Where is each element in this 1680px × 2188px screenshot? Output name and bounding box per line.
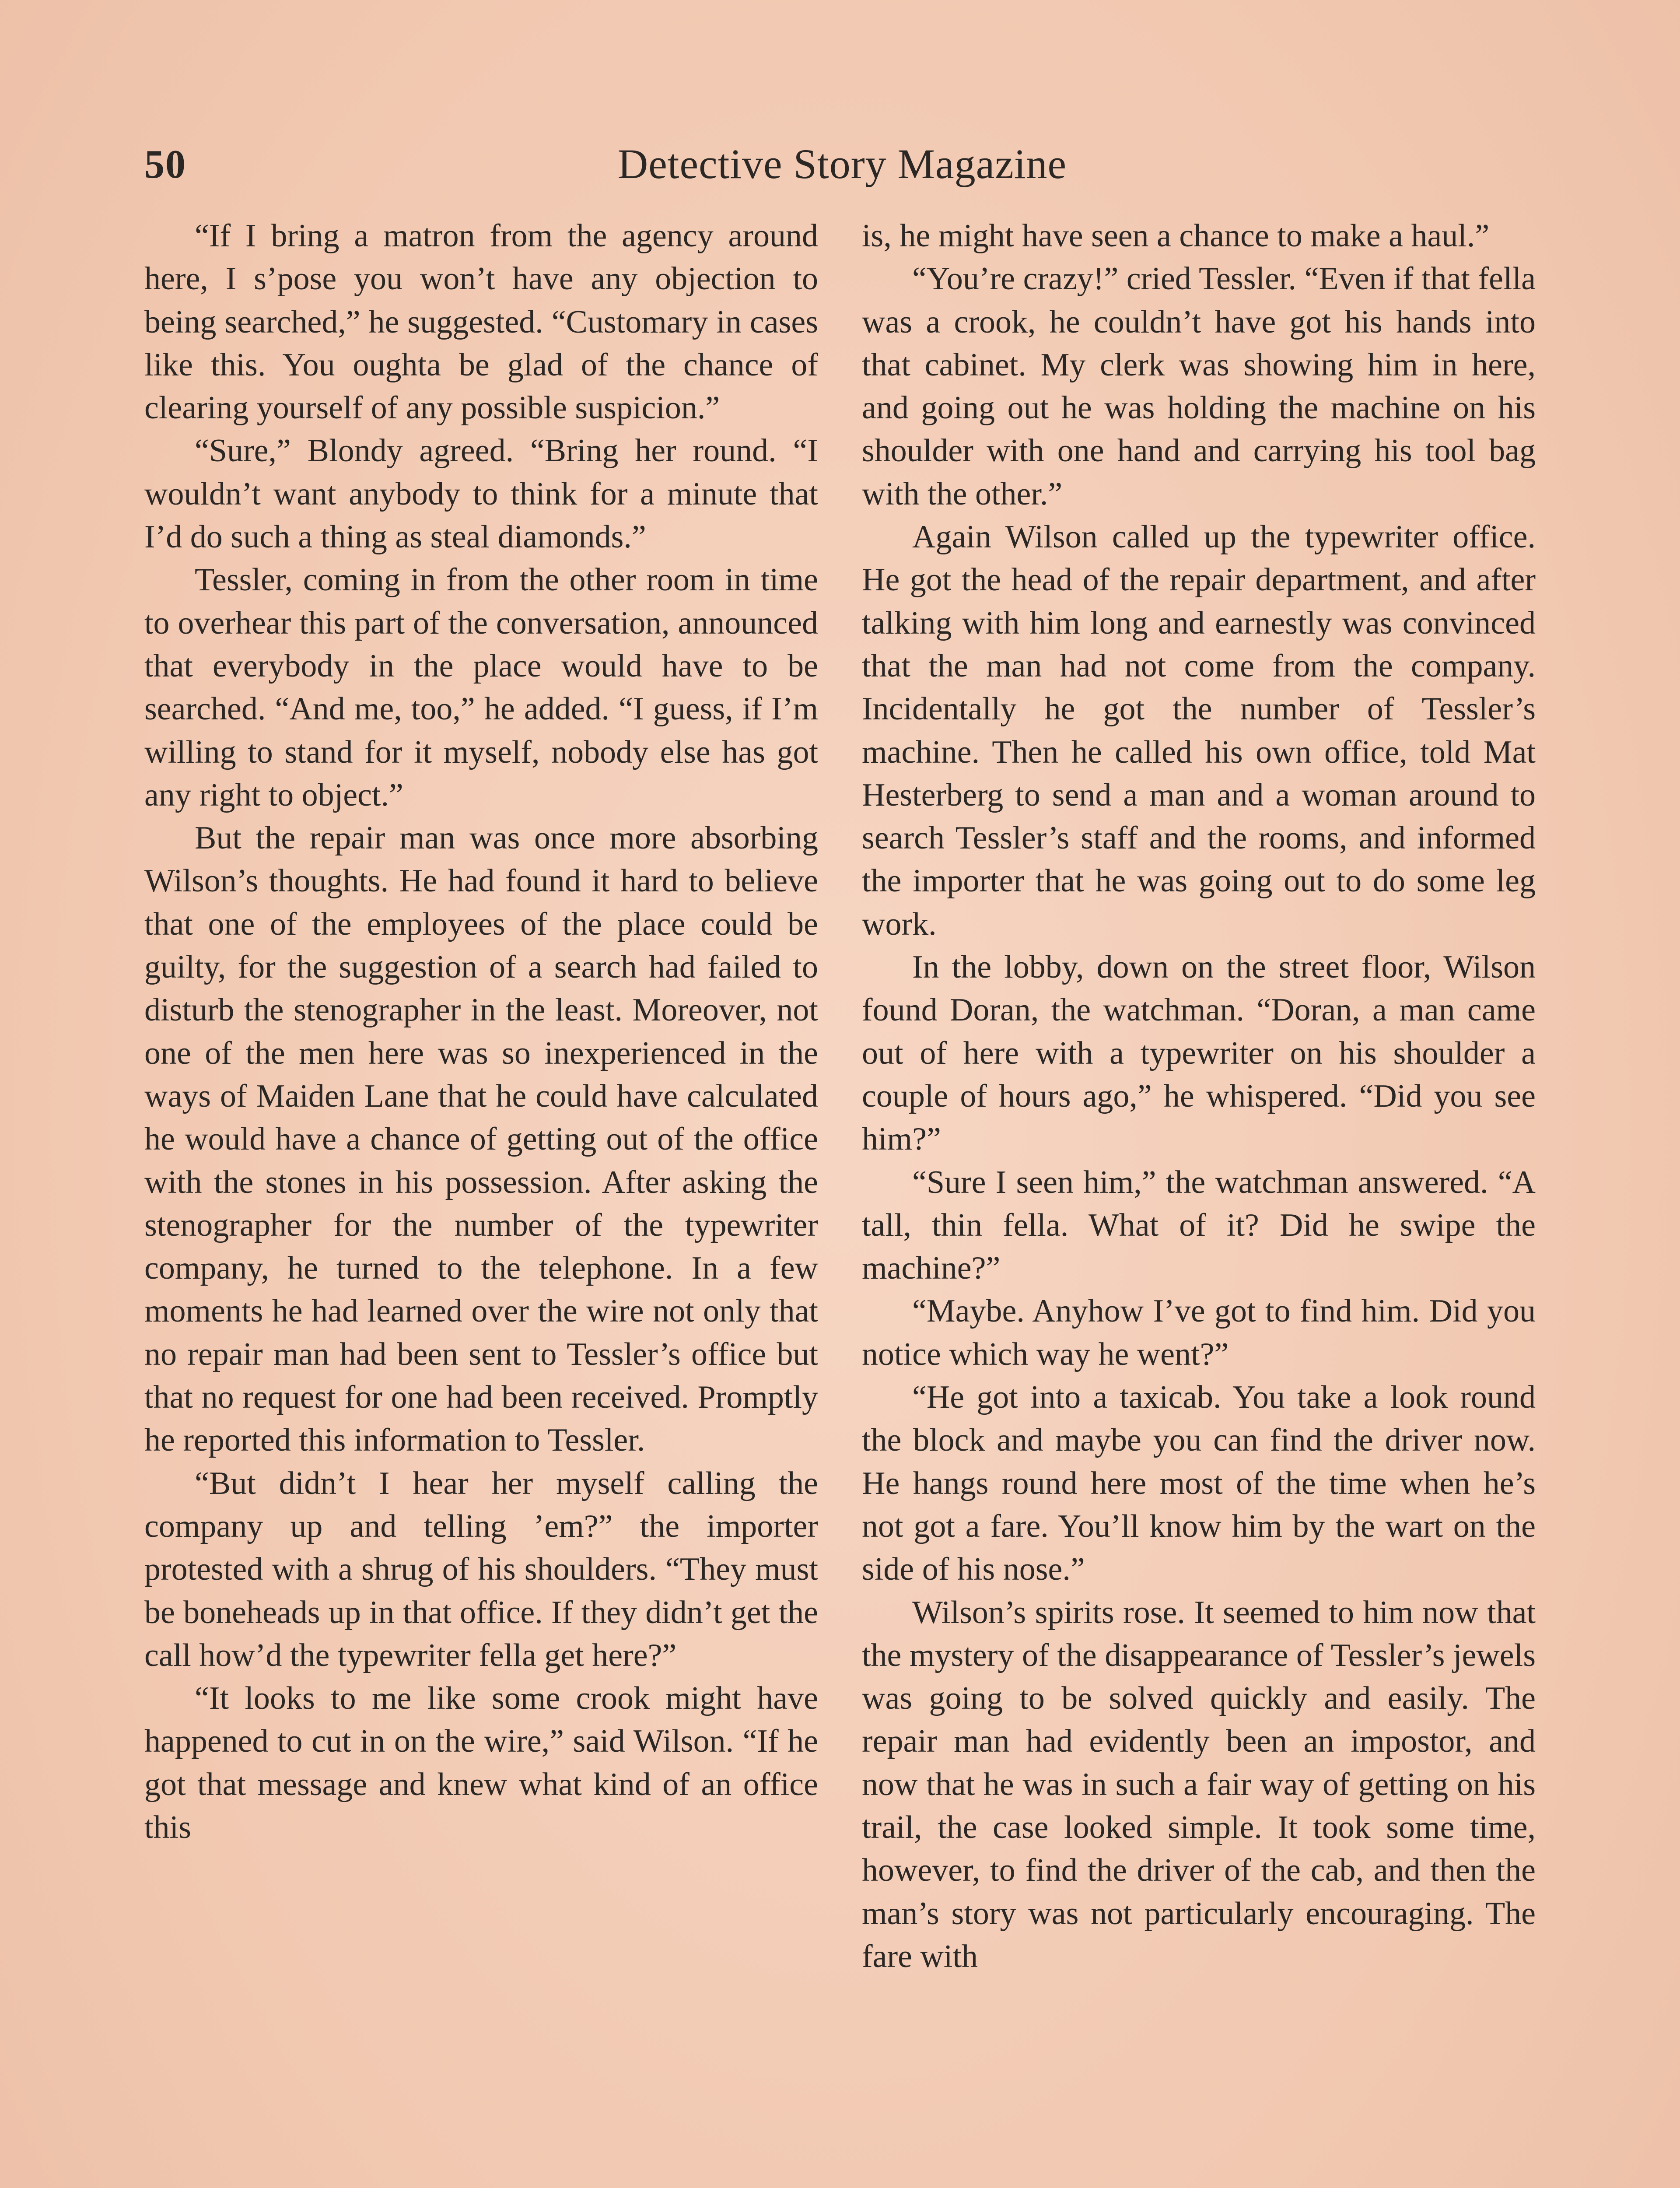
left-column bbox=[144, 214, 818, 1849]
paragraph: But the repair man was once more absorbing Wilson’s thoughts. He had found it hard to believe that one of the employees of the place could be guilty, for the suggestion of a search had failed to disturb the stenographer in the least. Moreover, not one of the men here was so inexperienced in the ways of Maiden Lane that he could have calculated he would have a chance of getting out of the office with the stones in his possession. After asking the stenographer for the number of the typewriter company, he turned to the telephone. In a few moments he had learned over the wire not only that no repair man had been sent to Tessler’s office but that no request for one had been received. Promptly he reported this information to Tessler. bbox=[144, 820, 818, 1459]
paragraph-continued: is, he might have seen a chance to make a haul.” bbox=[862, 218, 1490, 254]
paragraph: “If I bring a matron from the agency around here, I s’pose you won’t have any objection to being searched,” he suggested. “Customary in cases like this. You oughta be glad of the chance of clearing yourself of any possible suspicion.” bbox=[144, 218, 818, 426]
page-header bbox=[144, 131, 1540, 197]
right-column bbox=[862, 214, 1536, 1978]
paragraph: In the lobby, down on the street floor, Wilson found Doran, the watchman. “Doran, a man came out of here with a typewriter on his shoulder a couple of hours ago,” he whispered. “Did you see him?” bbox=[862, 949, 1536, 1157]
paragraph: “You’re crazy!” cried Tessler. “Even if that fella was a crook, he couldn’t have got his hands into that cabinet. My clerk was showing him in here, and going out he was holding the machine on his shoulder with one hand and carrying his tool bag with the other.” bbox=[862, 261, 1536, 512]
page-number: 50 bbox=[144, 142, 186, 186]
paragraph: Tessler, coming in from the other room in time to overhear this part of the conversation, announced that everybody in the place would have to be searched. “And me, too,” he added. “I guess, if I’m willing to stand for it myself, nobody else has got any right to object.” bbox=[144, 562, 818, 813]
paragraph: “But didn’t I hear her myself calling the company up and telling ’em?” the importer protested with a shrug of his shoulders. “They must be boneheads up in that office. If they didn’t get the call how’d the typewriter fella get here?” bbox=[144, 1465, 818, 1673]
paragraph: “He got into a taxicab. You take a look round the block and maybe you can find the driver now. He hangs round here most of the time when he’s not got a fare. You’ll know him by the wart on the side of his nose.” bbox=[862, 1379, 1536, 1588]
paragraph: “Maybe. Anyhow I’ve got to find him. Did you notice which way he went?” bbox=[862, 1293, 1536, 1372]
paragraph: “Sure,” Blondy agreed. “Bring her round. “I wouldn’t want anybody to think for a minute that I’d do such a thing as steal diamonds.” bbox=[144, 433, 818, 555]
paragraph: Wilson’s spirits rose. It seemed to him now that the mystery of the disappearance of Tessler’s jewels was going to be solved quickly and easily. The repair man had evidently been an impostor, and now that he was in such a fair way of getting on his trail, the case looked simple. It took some time, however, to find the driver of the cab, and then the man’s story was not particularly encouraging. The fare with bbox=[862, 1594, 1536, 1974]
paragraph: “It looks to me like some crook might have happened to cut in on the wire,” said Wilson. “If he got that message and knew what kind of an office this bbox=[144, 1680, 818, 1845]
paragraph: Again Wilson called up the typewriter office. He got the head of the repair department, and after talking with him long and earnestly was convinced that the man had not come from the company. Incidentally he got the number of Tessler’s machine. Then he called his own office, told Mat Hesterberg to send a man and a woman around to search Tessler’s staff and the rooms, and informed the importer that he was going out to do some leg work. bbox=[862, 519, 1536, 942]
running-head-title: Detective Story Magazine bbox=[617, 140, 1067, 187]
paragraph: “Sure I seen him,” the watchman answered. “A tall, thin fella. What of it? Did he swipe the machine?” bbox=[862, 1164, 1536, 1287]
